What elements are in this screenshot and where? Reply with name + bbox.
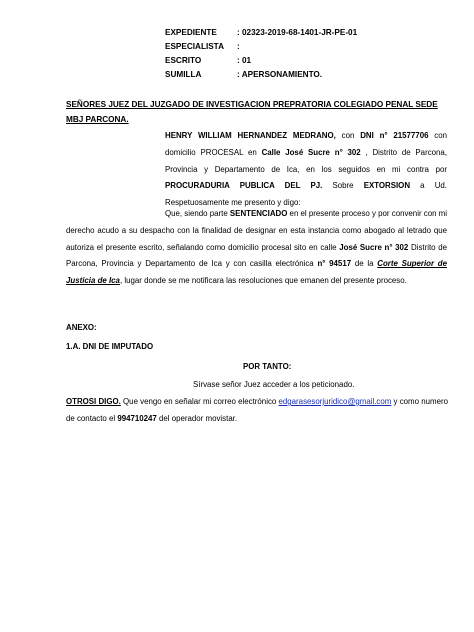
header-key: ESCRITO	[165, 56, 202, 65]
opposing-party: PROCURADURIA PUBLICA DEL PJ.	[165, 181, 323, 191]
procesal-address: José Sucre n° 302	[339, 242, 409, 252]
otrosi-paragraph	[66, 394, 448, 428]
header-row-especialista	[165, 41, 240, 52]
header-key: SUMILLA	[165, 70, 202, 79]
header-value: : 02323-2019-68-1401-JR-PE-01	[237, 28, 358, 37]
text-run: a Ud. Respetuosamente me presento y digo:	[165, 181, 448, 208]
text-run: Sobre	[322, 181, 364, 191]
text-run: Que, siendo parte	[165, 209, 230, 218]
phone-number: 994710247	[117, 413, 157, 423]
electronic-box-number: n° 94517	[317, 259, 352, 269]
party-role: SENTENCIADO	[229, 209, 288, 218]
text-run: Distrito de Parcona, Provincia y Departamento de Ica y con casilla electrónica	[66, 242, 447, 269]
addressee-heading: SEÑORES JUEZ DEL JUZGADO DE INVESTIGACION PREPRATORIA COLEGIADO PENAL SEDE MBJ PARCONA.	[66, 100, 438, 124]
text-run: con	[335, 131, 361, 140]
header-row-escrito	[165, 55, 251, 66]
body-paragraph	[66, 206, 447, 290]
request-line: Sírvase señor Juez acceder a los peticionado.	[193, 380, 355, 389]
procesal-address: Calle José Sucre n° 302	[261, 147, 361, 157]
text-run: Que vengo en señalar mi correo electrónico	[120, 397, 279, 406]
text-run: , lugar donde se me notificara las resoluciones que emanen del presente proceso.	[119, 276, 407, 286]
header-value: :	[237, 42, 240, 51]
header-key: ESPECIALISTA	[165, 42, 224, 51]
por-tanto-heading: POR TANTO:	[243, 362, 292, 371]
dni-number: DNI n° 21577706	[360, 131, 429, 140]
petitioner-name: HENRY WILLIAM HERNANDEZ MEDRANO,	[165, 131, 336, 140]
crime-name: EXTORSION	[363, 181, 411, 191]
text-run: en el presente proceso y por convenir con mi derecho acudo a su despacho con la finalidad de designar en esta instancia como abogado al letrado que autoriza el presente escrito, señalando como domicilio procesal sito en calle	[66, 209, 448, 252]
anexo-item: 1.A. DNI DE IMPUTADO	[66, 342, 154, 351]
text-run: y como numero de contacto el	[66, 397, 448, 423]
header-value: : 01	[237, 56, 252, 65]
otrosi-label: OTROSI DIGO.	[66, 397, 121, 406]
court-name: Corte Superior de Justicia de Ica	[66, 259, 447, 286]
anexo-heading: ANEXO:	[66, 323, 97, 332]
intro-paragraph	[165, 128, 447, 212]
text-run: , Distrito de Parcona, Provincia y Departamento de Ica, en los seguidos en mi contra por	[165, 147, 447, 174]
header-value: : APERSONAMIENTO.	[237, 70, 323, 79]
header-key: EXPEDIENTE	[165, 28, 217, 37]
header-row-sumilla	[165, 69, 322, 80]
header-row-expediente	[165, 27, 357, 38]
email-link[interactable]: edgarasesorjuridico@gmail.com	[278, 397, 392, 406]
text-run: con domicilio PROCESAL en	[165, 131, 447, 157]
text-run: del operador movistar.	[156, 413, 238, 423]
text-run: de la	[351, 259, 378, 269]
